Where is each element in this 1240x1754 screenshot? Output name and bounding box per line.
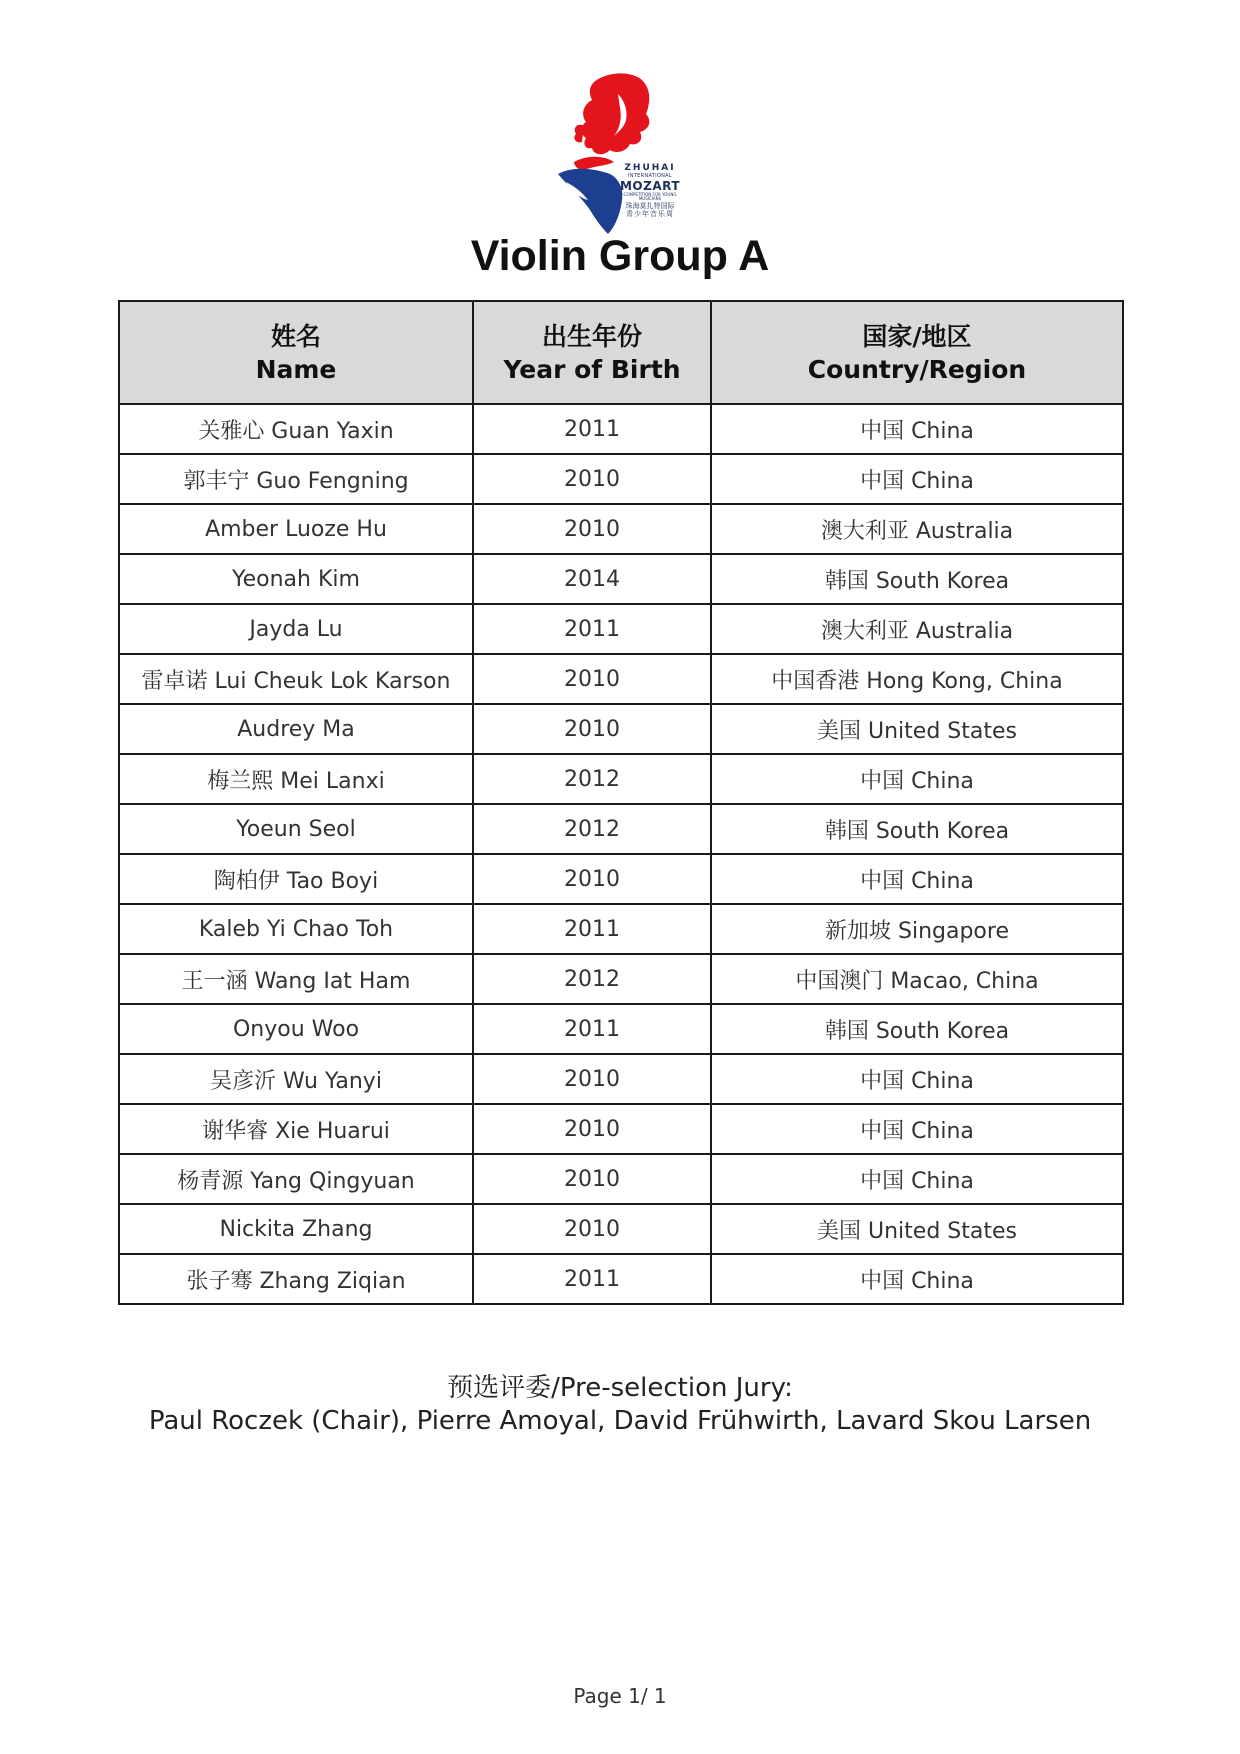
cell-name: 吴彦沂 Wu Yanyi (119, 1054, 473, 1104)
cell-year: 2010 (473, 1154, 711, 1204)
cell-year: 2011 (473, 1254, 711, 1304)
table-row (119, 604, 1123, 654)
table-row (119, 1254, 1123, 1304)
cell-country: 中国 China (711, 854, 1123, 904)
cell-name: 王一涵 Wang Iat Ham (119, 954, 473, 1004)
header-name-en: Name (255, 354, 337, 384)
cell-year: 2012 (473, 954, 711, 1004)
cell-year: 2010 (473, 704, 711, 754)
cell-name: 陶柏伊 Tao Boyi (119, 854, 473, 904)
table-row (119, 1104, 1123, 1154)
cell-name: 杨青源 Yang Qingyuan (119, 1154, 473, 1204)
cell-country: 中国 China (711, 1104, 1123, 1154)
cell-name: Yoeun Seol (119, 804, 473, 854)
cell-name: 关雅心 Guan Yaxin (119, 404, 473, 454)
header-year-en: Year of Birth (503, 354, 681, 384)
logo-text-international: INTERNATIONAL (628, 173, 672, 179)
logo-text-zhuhai: ZHUHAI (624, 163, 676, 173)
logo-text-chinese-1: 珠海莫扎特国际 (625, 202, 675, 210)
header-name (119, 301, 473, 404)
table-row (119, 504, 1123, 554)
cell-name: 张子骞 Zhang Ziqian (119, 1254, 473, 1304)
cell-year: 2011 (473, 404, 711, 454)
cell-year: 2010 (473, 854, 711, 904)
cell-name: Onyou Woo (119, 1004, 473, 1054)
cell-country: 中国 China (711, 1254, 1123, 1304)
cell-country: 中国 China (711, 1054, 1123, 1104)
cell-country: 中国 China (711, 454, 1123, 504)
cell-year: 2012 (473, 804, 711, 854)
cell-country: 韩国 South Korea (711, 1004, 1123, 1054)
table-row (119, 904, 1123, 954)
cell-name: 谢华睿 Xie Huarui (119, 1104, 473, 1154)
cell-name: Nickita Zhang (119, 1204, 473, 1254)
competition-logo (554, 70, 686, 236)
cell-name: Kaleb Yi Chao Toh (119, 904, 473, 954)
cell-year: 2014 (473, 554, 711, 604)
table-row (119, 704, 1123, 754)
cell-country: 澳大利亚 Australia (711, 604, 1123, 654)
cell-country: 美国 United States (711, 1204, 1123, 1254)
table-row (119, 554, 1123, 604)
cell-name: Yeonah Kim (119, 554, 473, 604)
cell-name: Amber Luoze Hu (119, 504, 473, 554)
table-row (119, 1054, 1123, 1104)
logo-text-chinese-2: 青少年音乐周 (626, 210, 674, 218)
table-row (119, 854, 1123, 904)
cell-year: 2010 (473, 454, 711, 504)
logo-text-mozart: MOZART (619, 179, 681, 193)
jury-section (0, 1372, 1240, 1438)
table-row (119, 1204, 1123, 1254)
cell-country: 中国 China (711, 404, 1123, 454)
header-country-en: Country/Region (807, 354, 1027, 384)
logo-text-competition: COMPETITION FOR YOUNG MUSICIANS (623, 192, 677, 201)
cell-year: 2011 (473, 604, 711, 654)
cell-country: 中国澳门 Macao, China (711, 954, 1123, 1004)
table-row (119, 804, 1123, 854)
cell-country: 中国 China (711, 754, 1123, 804)
table-row (119, 754, 1123, 804)
cell-country: 澳大利亚 Australia (711, 504, 1123, 554)
cell-country: 韩国 South Korea (711, 554, 1123, 604)
jury-members: Paul Roczek (Chair), Pierre Amoyal, David Frühwirth, Lavard Skou Larsen (148, 1406, 1092, 1436)
header-country (711, 301, 1123, 404)
table-row (119, 954, 1123, 1004)
table-row (119, 654, 1123, 704)
cell-year: 2010 (473, 1054, 711, 1104)
table-header-row (119, 301, 1123, 404)
cell-country: 韩国 South Korea (711, 804, 1123, 854)
cell-year: 2011 (473, 1004, 711, 1054)
table-row (119, 404, 1123, 454)
cell-name: 雷卓诺 Lui Cheuk Lok Karson (119, 654, 473, 704)
header-country-zh: 国家/地区 (862, 321, 972, 351)
cell-year: 2010 (473, 1204, 711, 1254)
cell-country: 中国香港 Hong Kong, China (711, 654, 1123, 704)
participants-table (118, 300, 1124, 1305)
page-number: Page 1/ 1 (573, 1684, 667, 1708)
cell-country: 中国 China (711, 1154, 1123, 1204)
header-year (473, 301, 711, 404)
header-year-zh: 出生年份 (541, 321, 642, 351)
cell-country: 新加坡 Singapore (711, 904, 1123, 954)
cell-name: Audrey Ma (119, 704, 473, 754)
cell-year: 2010 (473, 1104, 711, 1154)
cell-name: 郭丰宁 Guo Fengning (119, 454, 473, 504)
cell-year: 2011 (473, 904, 711, 954)
cell-year: 2010 (473, 504, 711, 554)
jury-label: 预选评委/Pre-selection Jury: (447, 1373, 793, 1403)
cell-name: Jayda Lu (119, 604, 473, 654)
table-row (119, 454, 1123, 504)
table-row (119, 1004, 1123, 1054)
cell-name: 梅兰熙 Mei Lanxi (119, 754, 473, 804)
header-name-zh: 姓名 (270, 321, 321, 351)
cell-year: 2010 (473, 654, 711, 704)
page-title: Violin Group A (470, 232, 770, 280)
table-row (119, 1154, 1123, 1204)
cell-year: 2012 (473, 754, 711, 804)
cell-country: 美国 United States (711, 704, 1123, 754)
